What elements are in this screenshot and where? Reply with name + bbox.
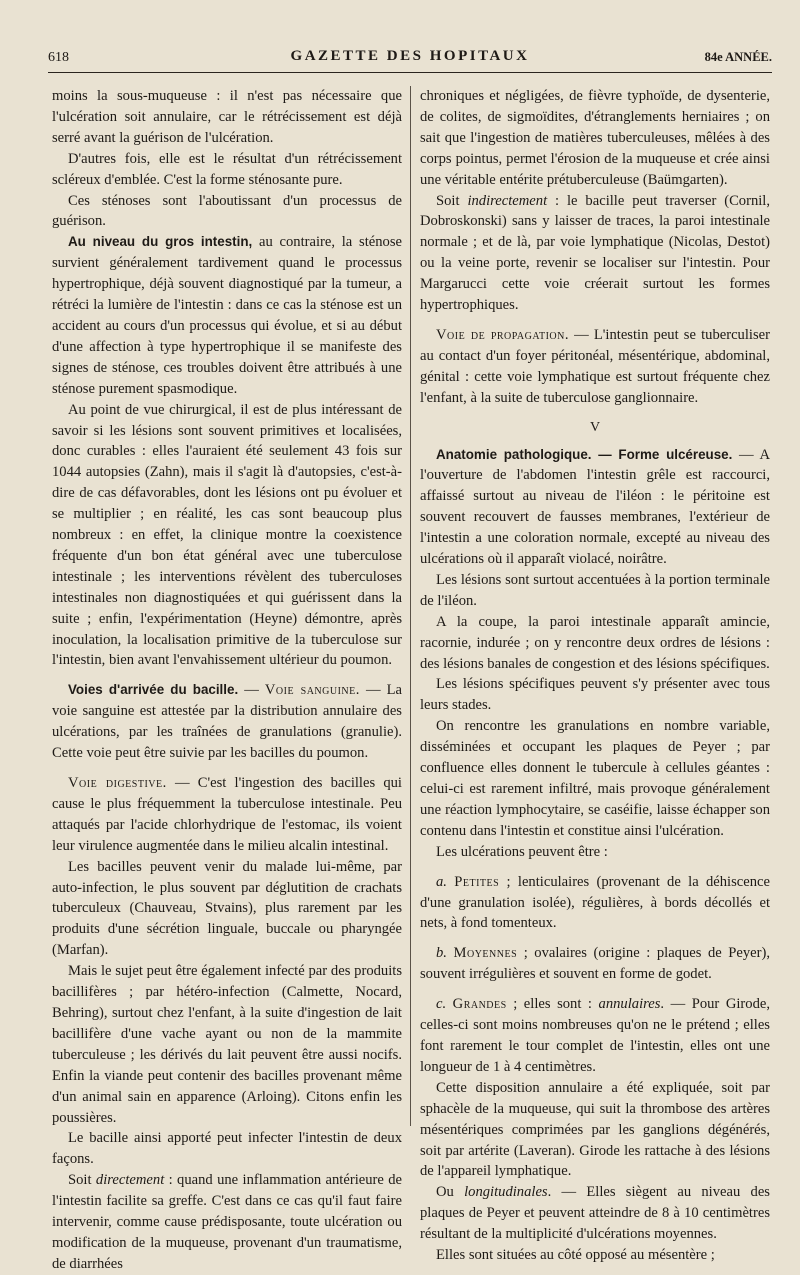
section-heading: Anatomie pathologique. — Forme ulcéreuse. — [436, 446, 733, 462]
paragraph: Elles sont situées au côté opposé au mésentère ; — [436, 1247, 715, 1264]
page-header — [48, 46, 772, 73]
paragraph: Anatomie pathologique. — Forme ulcéreuse. — A l'ouverture de l'abdomen l'intestin grêle est raccourci, affaissé surtout au niveau de l'iléon : le péritoine est souvent recouvert de fausses membranes, l'extérieur de l'intestin a une coloration normale, excepté au niveau des ulcérations où il apparaît violacé, noirâtre. — [420, 446, 770, 568]
paragraph: Les bacilles peuvent venir du malade lui-même, par auto-infection, le plus souvent par déglutition de crachats tuberculeux (Chauveau, Stvains), plus rarement par les produits d'une sécrétion linguale, buccale ou pharyngée (Marfan). — [52, 858, 402, 959]
list-item: b. Moyennes ; ovalaires (origine : plaques de Peyer), souvent irrégulières et souvent en forme de godet. — [420, 945, 771, 983]
paragraph: Voie de propagation. — L'intestin peut se tuberculiser au contact d'un foyer péritonéal, mésentérique, abdominal, génital : cette voie lymphatique est surtout fréquente chez l'enfant, à la suite de tuberculose ganglionnaire. — [420, 326, 770, 406]
paragraph: Les lésions sont surtout accentuées à la portion terminale de l'iléon. — [420, 571, 770, 609]
paragraph: Voies d'arrivée du bacille. — Voie sanguine. — La voie sanguine est attestée par la distribution annulaire des ulcérations, par les traînées de granulations (granulie). Cette voie peut être suivie par les bacilles du poumon. — [52, 682, 402, 762]
subheading: Moyennes — [453, 945, 518, 962]
run-in-heading: Au niveau du gros intestin, — [68, 234, 253, 250]
page-number: 618 — [48, 50, 69, 65]
paragraph: D'autres fois, elle est le résultat d'un rétrécissement scléreux d'emblée. C'est la forme sténosante pure. — [52, 150, 402, 188]
left-column — [52, 86, 402, 1275]
emphasis: indirectement — [467, 192, 548, 209]
paragraph: On rencontre les granulations en nombre variable, disséminées et occupant les plaques de Peyer ; par confluence elles donnent le tubercule à cellules géantes : celui-ci est rarement infiltré, mais provoque généralement une réaction lymphocytaire, se caséifie, laisse échapper son contenu dans l'intestin et constitue ainsi l'ulcération. — [420, 718, 770, 839]
paragraph: chroniques et négligées, de fièvre typhoïde, de dysenterie, de colites, de sigmoïdites, d'étranglements herniaires ; on sait que l'ingestion de matières tuberculeuses, mêlées à des corps pointus, permet l'érosion de la muqueuse et crée ainsi une véritable entérite prétuberculeuse (Baümgarten). — [420, 88, 770, 188]
emphasis: annulaires — [598, 996, 661, 1013]
paragraph: Voie digestive. — C'est l'ingestion des bacilles qui cause le plus fréquemment la tuberculose intestinale. Peu attaqués par l'acide chlorhydrique de l'estomac, ils voient leur virulence augmentée dans le milieu alcalin intestinal. — [52, 775, 402, 854]
section-heading: Voies d'arrivée du bacille. — [68, 682, 239, 698]
paragraph: Au point de vue chirurgical, il est de plus intéressant de savoir si les lésions sont souvent primitives et localisées, donc curables : elles l'auraient été seulement 43 fois sur 1044 autopsies (Zahn), mais il s'agit là d'autopsies, c'est-à-dire de cas défavorables, dont les lésions ont pu évoluer et se multiplier ; en réalité, les cas sont beaucoup plus nombreux : en effet, la clinique montre la coexistence fréquente d'un bon état général avec une tuberculose intestinale ; les interventions révèlent des tuberculoses intestinales non diagnostiquées et qui guérissent dans la suite ; enfin, l'expérimentation (Heyne) démontre, après inoculation, la localisation primitive de la tuberculose sur l'intestin, bien avant l'envahissement ultérieur du poumon. — [52, 401, 402, 669]
paragraph: A la coupe, la paroi intestinale apparaît amincie, racornie, indurée ; on y rencontre deux ordres de lésions : des lésions banales de congestion et des lésions spécifiques. — [420, 613, 770, 672]
list-item: c. Grandes ; elles sont : annulaires. — Pour Girode, celles-ci sont moins nombreuses qu'on ne le prétend ; elles font rarement le tour complet de l'intestin, elles ont une longueur de 1 à 4 centimètres. — [420, 996, 770, 1075]
paragraph: Le bacille ainsi apporté peut infecter l'intestin de deux façons. — [52, 1130, 402, 1168]
list-item: a. Petites ; lenticulaires (provenant de la déhiscence d'une granulation isolée), régulières, à bords décollés et nets, à fond tomenteux. — [420, 873, 771, 932]
subheading: Grandes — [452, 996, 507, 1013]
right-column — [420, 86, 770, 1266]
column-divider — [410, 86, 411, 1126]
paragraph: Cette disposition annulaire a été expliquée, soit par sphacèle de la muqueuse, qui suit la thrombose des artères mésentériques comprimées par les ganglions dégénérés, soit par artérite (Laveran). Girode les rattache à des lésions de l'appareil lymphatique. — [420, 1079, 770, 1180]
paragraph: Soit directement : quand une inflammation antérieure de l'intestin facilite sa greffe. C'est dans ce cas qu'il faut faire intervenir, comme cause prédisposante, toute ulcération ou modification de la muqueuse, provenant d'un traumatisme, de diarrhées — [52, 1172, 403, 1272]
paragraph: Au niveau du gros intestin, au contraire, la sténose survient généralement tardivement quand le processus hypertrophique, déjà souvent diagnostiqué par la tumeur, a rétréci la lumière de l'intestin : dans ce cas la sténose est un accident au cours d'un processus qui évolue, et si au début d'une affection à type hypertrophique il se manifeste des signes de sténose, ces troubles doivent être attribués à une sténose purement spasmodique. — [52, 234, 402, 397]
paragraph: moins la sous-muqueuse : il n'est pas nécessaire que l'ulcération soit annulaire, car le rétrécissement est déjà serré avant la guérison de l'ulcération. — [52, 88, 402, 146]
volume-year: 84e ANNÉE. — [704, 50, 772, 64]
paragraph: Ou longitudinales. — Elles siègent au niveau des plaques de Peyer et peuvent atteindre de 8 à 10 centimètres résultant de la multiplicité d'ulcérations moyennes. — [420, 1184, 770, 1243]
paragraph: Mais le sujet peut être également infecté par des produits bacillifères ; par hétéro-infection (Calmette, Nocard, Behring), surtout chez l'enfant, à la suite d'ingestion de lait bacillifère d'une vache ayant ou non de la mammite tuberculeuse ; les dérivés du lait peuvent être aussi nocifs. Enfin la viande peut contenir des bacilles provenant même d'un animal sain en apparence (Arloing). Citons enfin les poussières. — [52, 963, 402, 1126]
paragraph: Les ulcérations peuvent être : — [436, 843, 608, 860]
emphasis: directement — [95, 1172, 165, 1189]
paragraph: Ces sténoses sont l'aboutissant d'un processus de guérison. — [52, 192, 402, 230]
journal-title: GAZETTE DES HOPITAUX — [290, 48, 530, 64]
section-number: V — [589, 419, 601, 435]
subheading: Voie de propagation. — [436, 326, 569, 343]
subheading: Voie digestive. — [68, 775, 167, 791]
paragraph: Les lésions spécifiques peuvent s'y présenter avec tous leurs stades. — [420, 676, 770, 714]
subheading: Voie sanguine. — [264, 682, 360, 699]
emphasis: longitudinales — [464, 1184, 548, 1201]
paragraph: Soit indirectement : le bacille peut traverser (Cornil, Dobroskonski) sans y laisser de traces, la paroi intestinale normale ; et de là, par voie lymphatique (Nicolas, Destot) ou la veine porte, revenir se localiser sur l'intestin. Pour Margarucci cette voie créerait surtout les formes hypertrophiques. — [420, 192, 771, 314]
subheading: Petites — [454, 873, 500, 890]
